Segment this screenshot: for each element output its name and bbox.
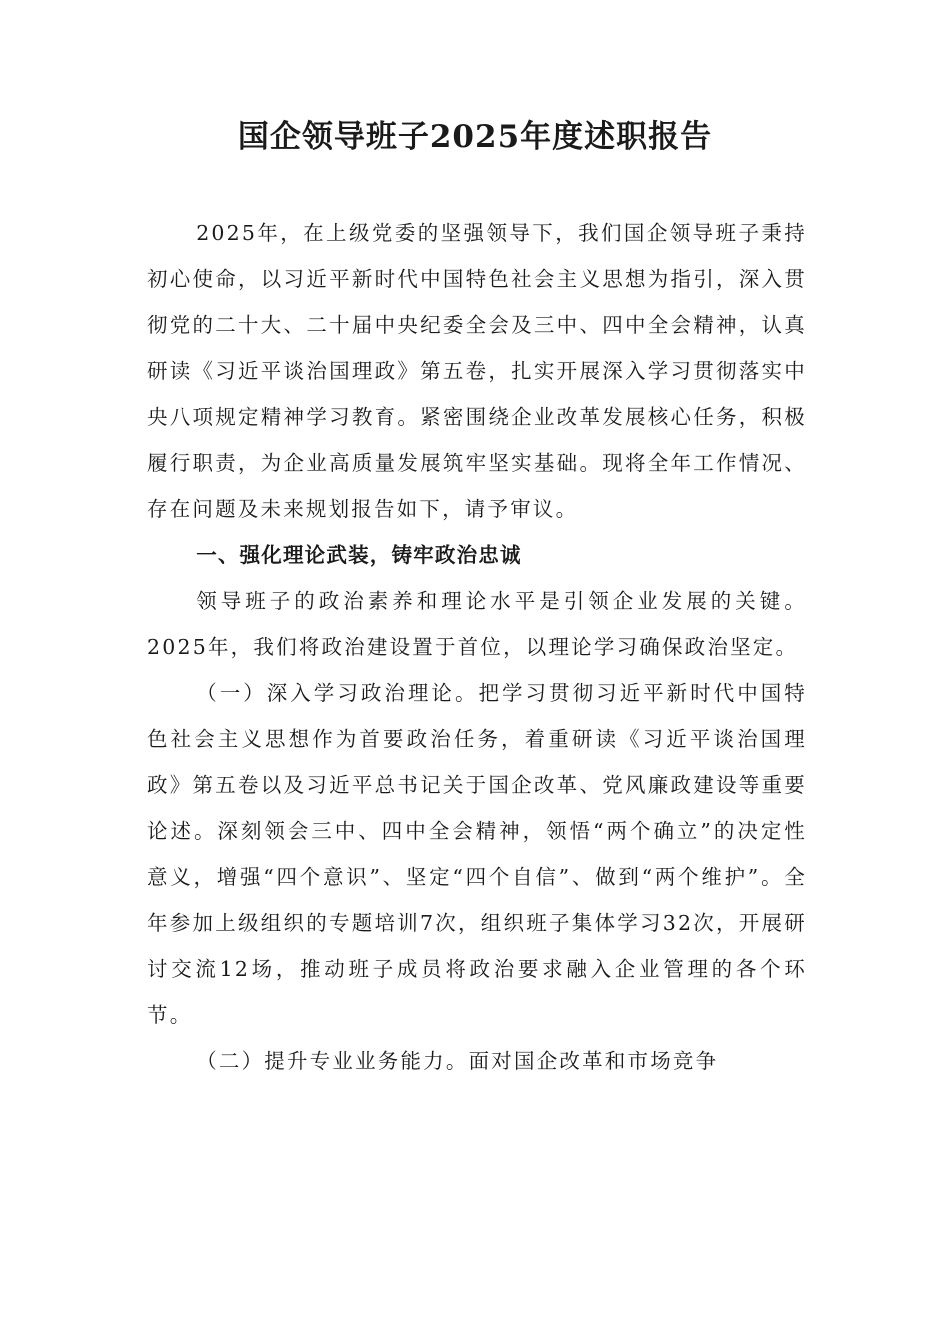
paragraph-item-1: [147, 670, 807, 1038]
document-title: 国企领导班子2025年度述职报告: [237, 119, 713, 155]
item-2-lead: （二）提升专业业务能力。: [196, 1049, 469, 1073]
item-1-lead: （一）深入学习政治理论。: [196, 681, 479, 705]
paragraph-section-1-intro: 领导班子的政治素养和理论水平是引领企业发展的关键。2025年，我们将政治建设置于首位，以理论学习确保政治坚定。: [147, 589, 807, 659]
item-1-text: 把学习贯彻习近平新时代中国特色社会主义思想作为首要政治任务，着重研读《习近平谈治国理政》第五卷以及习近平总书记关于国企改革、党风廉政建设等重要论述。深刻领会三中、四中全会精神，领悟“两个确立”的决定性意义，增强“四个意识”、坚定“四个自信”、做到“两个维护”。全年参加上级组织的专题培训7次，组织班子集体学习32次，开展研讨交流12场，推动班子成员将政治要求融入企业管理的各个环节。: [147, 681, 807, 1027]
document-body: [147, 210, 807, 1084]
item-2-text: 面对国企改革和市场竞争: [468, 1049, 719, 1073]
paragraph-item-2: [147, 1038, 807, 1084]
section-heading-1: 一、强化理论武装，铸牢政治忠诚: [196, 543, 522, 567]
paragraph-intro: 2025年，在上级党委的坚强领导下，我们国企领导班子秉持初心使命，以习近平新时代中国特色社会主义思想为指引，深入贯彻党的二十大、二十届中央纪委全会及三中、四中全会精神，认真研读《习近平谈治国理政》第五卷，扎实开展深入学习贯彻落实中央八项规定精神学习教育。紧密围绕企业改革发展核心任务，积极履行职责，为企业高质量发展筑牢坚实基础。现将全年工作情况、存在问题及未来规划报告如下，请予审议。: [147, 221, 807, 521]
